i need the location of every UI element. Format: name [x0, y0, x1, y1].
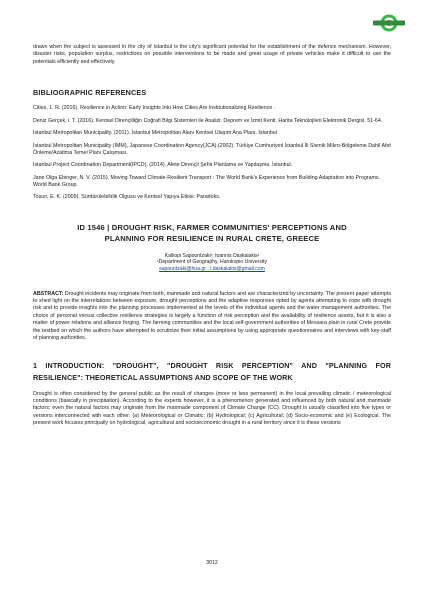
- reference-item: Cities, 1. R. (2016). Resilience in Action: Early Insights Into How Cities Are Institutionalizing Resilience .: [33, 105, 276, 112]
- reference-item: İstanbul Project Coordination Department(IPCD). (2014). Afete Dirençli Şehir Planlama ve Yapılaşma. İstanbul.: [33, 162, 293, 169]
- author-names: Kalliopi Sapountzaki¹; Ioannis Daskalakis²: [164, 252, 260, 259]
- intro-paragraph: drawn when the subject is assessed in the city of Istanbul is the city's significant potential for the establishment of the defence mechanism. However, disaster risks, population surplus, restrictions on possible interventions to be made and great usage of private vehicles make it difficult to use the potentials efficiently and effectively.: [33, 44, 391, 65]
- author-block: [33, 253, 391, 273]
- abstract-text: Drought incidents may originate from both, manmade and natural factors and are characterized by uncertainty. The present paper attempts to shed light on the interrelations between exposure, drought perceptions and the adaptive responses opted by agents attempting to cope with drought risk and to provide insights into the planning processes implemented at the levels of the individual agents and the water management authorities. The choice of personal versus collective resilience strategies is largely a function of risk perception and the availability of resilience assets, but it is also a matter of power relations and alliance forging. The farming communities and the local self-government authorities of Messara plain in rural Crete provide the testbed on which the authors have attempted to scrutinize their initial assumptions by using appropriate questionnaires and interviews with key-staff of planning authorities.: [33, 290, 391, 341]
- paper-title-line: ID 1546 | DROUGHT RISK, FARMER COMMUNITIES' PERCEPTIONS AND: [77, 222, 347, 232]
- page-content: [33, 44, 391, 428]
- abstract: [33, 291, 391, 343]
- lisbon-logo-icon: [370, 13, 408, 37]
- section-body: Drought is often considered by the general public as the result of changes (more or less permanent) in the local prevailing climatic / meteorological conditions (basically in precipitation). According to the experts however, it is a phenomenon generated and influenced by both natural and manmade factors; even the natural factors may originate from the manmade component of Climate Change (CC). Drought is usually classified into five types or versions interconnected with each other: (a) Meteorological or Climatic; (b) Hydrological; (c) Agricultural; (d) Socio-economic and (e) Ecological. The present work focuses principally on hydrological, agricultural and socioeconomic drought in a rural territory since it is these versions: [33, 390, 391, 427]
- conference-logo: [369, 12, 409, 38]
- abstract-label: ABSTRACT:: [33, 290, 64, 297]
- page-number: 3012: [206, 560, 218, 566]
- author-email-link[interactable]: sapountzaki@hua.gr ; i.daskalakis@gmail.com: [159, 265, 265, 272]
- reference-item: Jane Olga Ebinger, N. V. (2015). Moving Toward Climate-Resilient Transport : The World Bank's Experience from Building Adaptation into Programs. World Bank Group.: [33, 174, 381, 188]
- reference-item: Deniz Gerçek, i. T. (2016). Kentsel Dirençliliğin Coğrafi Bilgi Sistemleri ile Analizi: Deprem ve İzmit Kenti. Harita Teknolojileri Elektronik Dergisi, 51-64.: [33, 117, 383, 124]
- author-affiliation: ¹Department of Geography, Harokopio University: [156, 259, 268, 266]
- references-list: [33, 105, 391, 201]
- references-heading: BIBLIOGRAPHIC REFERENCES: [33, 88, 147, 98]
- paper-title-line: PLANNING FOR RESILIENCE IN RURAL CRETE, GREECE: [104, 234, 320, 244]
- reference-item: Tosun, E. K. (2009). Sürdürülebilirlik Olgusu ve Kentsel Yapıya Etkisi. Paradoks.: [33, 194, 221, 201]
- reference-item: İstanbul Metropolitan Municipality. (2011). İstanbul Metropolitan Alanı Kentsel Ulaşım Ana Planı. İstanbul: [33, 130, 277, 137]
- paper-title: [33, 222, 391, 245]
- section-heading: 1 INTRODUCTION: "DROUGHT", "DROUGHT RISK PERCEPTION" AND "PLANNING FOR RESILIENCE": THEORETICAL ASSUMPTIONS AND SCOPE OF THE WORK: [33, 361, 391, 382]
- reference-item: İstanbul Metropolitan Municipality (İMM), Japanese Coordination Agency(JCA).(2002). Türkiye Cumhuriyeti İstanbul İli Sismik Mikro-Bölgeleme Dahil Afet Önleme/Azaltma Temel Planı Çalışması.: [33, 142, 391, 156]
